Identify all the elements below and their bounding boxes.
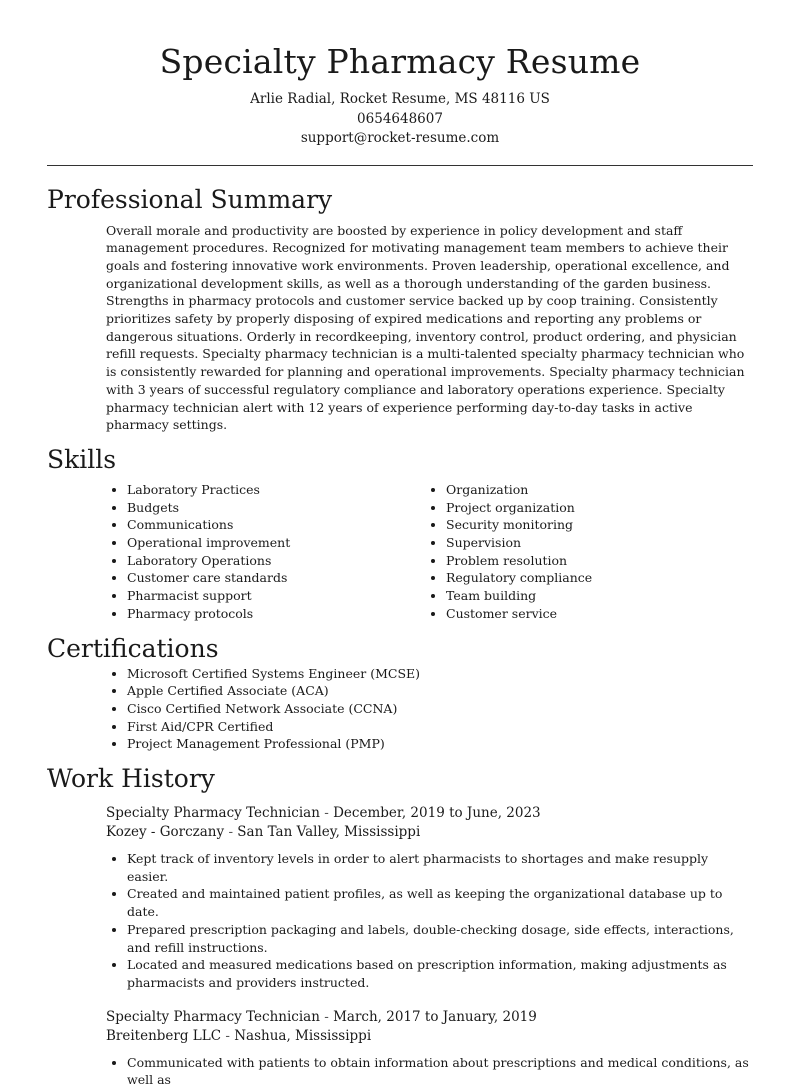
job-company-line	[106, 1027, 753, 1046]
certifications-list	[47, 665, 753, 754]
job-title-line	[106, 1008, 753, 1027]
job-separator: -	[324, 805, 329, 822]
job-separator: -	[225, 1027, 230, 1044]
work-history-heading: Work History	[47, 764, 215, 794]
resume-page	[47, 0, 753, 1089]
job-bullet-list	[47, 850, 753, 992]
job-bullet: • Prepared prescription packaging and labels, double-checking dosage, side effects, interactions, and refill instructions.	[127, 921, 753, 956]
certification-item: • Project Management Professional (PMP)	[127, 735, 753, 753]
skill-item: • Security monitoring	[446, 516, 685, 534]
job-company: Breitenberg LLC	[106, 1027, 222, 1044]
certification-item: • Apple Certified Associate (ACA)	[127, 682, 753, 700]
skills-list-left	[47, 481, 366, 623]
job-separator: -	[324, 1008, 329, 1025]
job-bullet: • Located and measured medications based on prescription information, making adjustments as pharmacists and providers instructed.	[127, 956, 753, 991]
job-entry	[47, 804, 753, 992]
job-separator: -	[228, 824, 233, 841]
skill-item: • Problem resolution	[446, 552, 685, 570]
skill-item: • Regulatory compliance	[446, 569, 685, 587]
job-company: Kozey - Gorczany	[106, 824, 225, 841]
contact-phone: 0654648607	[357, 110, 443, 127]
certifications-heading: Certifications	[47, 633, 219, 663]
skill-item: • Customer care standards	[127, 569, 366, 587]
skills-columns	[47, 481, 753, 623]
skills-heading: Skills	[47, 444, 117, 474]
contact-address: Arlie Radial, Rocket Resume, MS 48116 US	[250, 91, 550, 107]
job-role: Specialty Pharmacy Technician	[106, 1008, 320, 1025]
contact-block	[47, 90, 753, 149]
job-role: Specialty Pharmacy Technician	[106, 805, 320, 822]
skill-item: • Organization	[446, 481, 685, 499]
certification-item: • First Aid/CPR Certified	[127, 718, 753, 736]
skill-item: • Operational improvement	[127, 534, 366, 552]
summary-heading: Professional Summary	[47, 184, 333, 214]
contact-email: support@rocket-resume.com	[300, 130, 500, 146]
job-company-line	[106, 823, 753, 842]
job-dates: December, 2019 to June, 2023	[333, 805, 541, 822]
skill-item: • Pharmacy protocols	[127, 605, 366, 623]
skill-item: • Communications	[127, 516, 366, 534]
skills-list-right	[366, 481, 685, 623]
job-bullet: • Created and maintained patient profiles, as well as keeping the organizational database up to date.	[127, 885, 753, 920]
job-bullet: • Kept track of inventory levels in order to alert pharmacists to shortages and make resupply easier.	[127, 850, 753, 885]
skill-item: • Project organization	[446, 499, 685, 517]
job-dates: March, 2017 to January, 2019	[333, 1008, 537, 1025]
certification-item: • Microsoft Certified Systems Engineer (MCSE)	[127, 665, 753, 683]
job-bullet: • Communicated with patients to obtain information about prescriptions and medical conditions, as well as	[127, 1054, 753, 1089]
resume-title: Specialty Pharmacy Resume	[159, 42, 641, 81]
job-location: San Tan Valley, Mississippi	[237, 824, 421, 841]
skill-item: • Laboratory Practices	[127, 481, 366, 499]
skill-item: • Laboratory Operations	[127, 552, 366, 570]
skill-item: • Customer service	[446, 605, 685, 623]
summary-text: Overall morale and productivity are boosted by experience in policy development and staff management procedures. Recognized for motivating management team members to achieve their goals and fostering innovative work environments. Proven leadership, operational excellence, and organizational development skills, as well as a thorough understanding of the garden business. Strengths in pharmacy protocols and customer service backed up by coop training. Consistently prioritizes safety by properly disposing of expired medications and reporting any problems or dangerous situations. Orderly in recordkeeping, inventory control, product ordering, and physician refill requests. Specialty pharmacy technician is a multi-talented specialty pharmacy technician who is consistently rewarded for planning and operational improvements. Specialty pharmacy technician with 3 years of successful regulatory compliance and laboratory operations experience. Specialty pharmacy technician alert with 12 years of experience performing day-to-day tasks in active pharmacy settings.	[106, 222, 745, 433]
job-title-line	[106, 804, 753, 823]
skill-item: • Pharmacist support	[127, 587, 366, 605]
skill-item: • Team building	[446, 587, 685, 605]
job-bullet-list	[47, 1054, 753, 1089]
skill-item: • Supervision	[446, 534, 685, 552]
skill-item: • Budgets	[127, 499, 366, 517]
job-entry	[47, 1008, 753, 1089]
job-location: Nashua, Mississippi	[234, 1027, 372, 1044]
header-divider	[47, 165, 753, 166]
certification-item: • Cisco Certified Network Associate (CCNA)	[127, 700, 753, 718]
